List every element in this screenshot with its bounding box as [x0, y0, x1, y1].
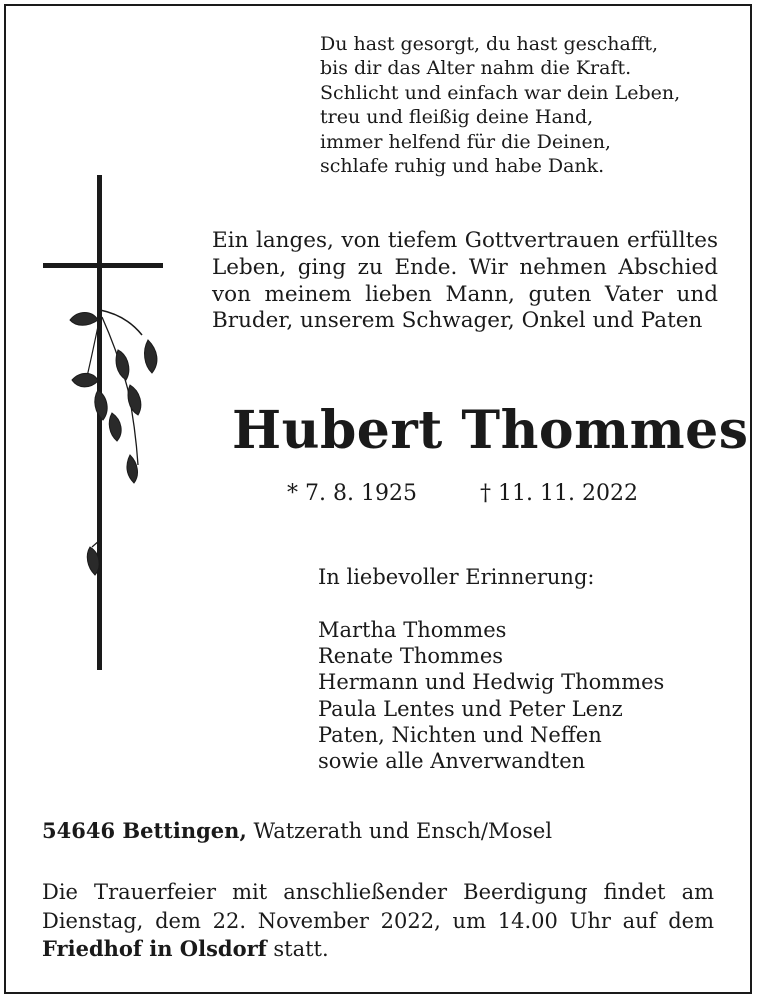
birth-symbol: * — [287, 481, 298, 506]
funeral-part2: statt. — [273, 937, 329, 961]
poem-line: schlafe ruhig und habe Dank. — [320, 155, 605, 178]
poem-line: immer helfend für die Deinen, — [320, 130, 611, 153]
mourner: Martha Thommes — [318, 618, 507, 642]
mourner: Renate Thommes — [318, 644, 504, 669]
poem-line: treu und fleißig deine Hand, — [320, 106, 594, 129]
intro-text: Ein langes, von tiefem Gottvertrauen erfülltes Leben, ging zu Ende. Wir nehmen Abschied von meinem lieben Mann, guten Vater und Bruder, unserem Schwager, Onkel und Paten — [212, 228, 718, 334]
poem-line: Schlicht und einfach war dein Leben, — [320, 81, 681, 104]
place-line — [42, 818, 552, 843]
funeral-part1: Die Trauerfeier mit anschließender Beerdigung findet am Dienstag, dem 22. November 2022, um 14.00 Uhr auf dem — [42, 880, 714, 933]
memory-heading: In liebevoller Erinnerung: — [318, 565, 595, 589]
death-date-line — [480, 481, 638, 506]
birth-date: 7. 8. 1925 — [305, 481, 417, 506]
poem-line: bis dir das Alter nahm die Kraft. — [320, 57, 632, 80]
cross-with-leaves-icon — [40, 175, 170, 675]
mourner: sowie alle Anverwandten — [318, 749, 586, 774]
funeral-text — [42, 878, 714, 964]
poem — [320, 32, 680, 178]
mourners-list — [318, 617, 664, 774]
mourner: Paula Lentes und Peter Lenz — [318, 696, 623, 721]
place-main: 54646 Bettingen, — [42, 818, 247, 843]
death-symbol: † — [480, 481, 491, 506]
place-rest: Watzerath und Ensch/Mosel — [253, 819, 553, 843]
mourner: Paten, Nichten und Neffen — [318, 722, 602, 747]
poem-line: Du hast gesorgt, du hast geschafft, — [320, 33, 659, 55]
deceased-name: Hubert Thommes — [232, 400, 749, 461]
birth-date-line — [287, 481, 417, 506]
funeral-location: Friedhof in Olsdorf — [42, 936, 267, 961]
death-date: 11. 11. 2022 — [498, 481, 638, 506]
mourner: Hermann und Hedwig Thommes — [318, 670, 665, 695]
